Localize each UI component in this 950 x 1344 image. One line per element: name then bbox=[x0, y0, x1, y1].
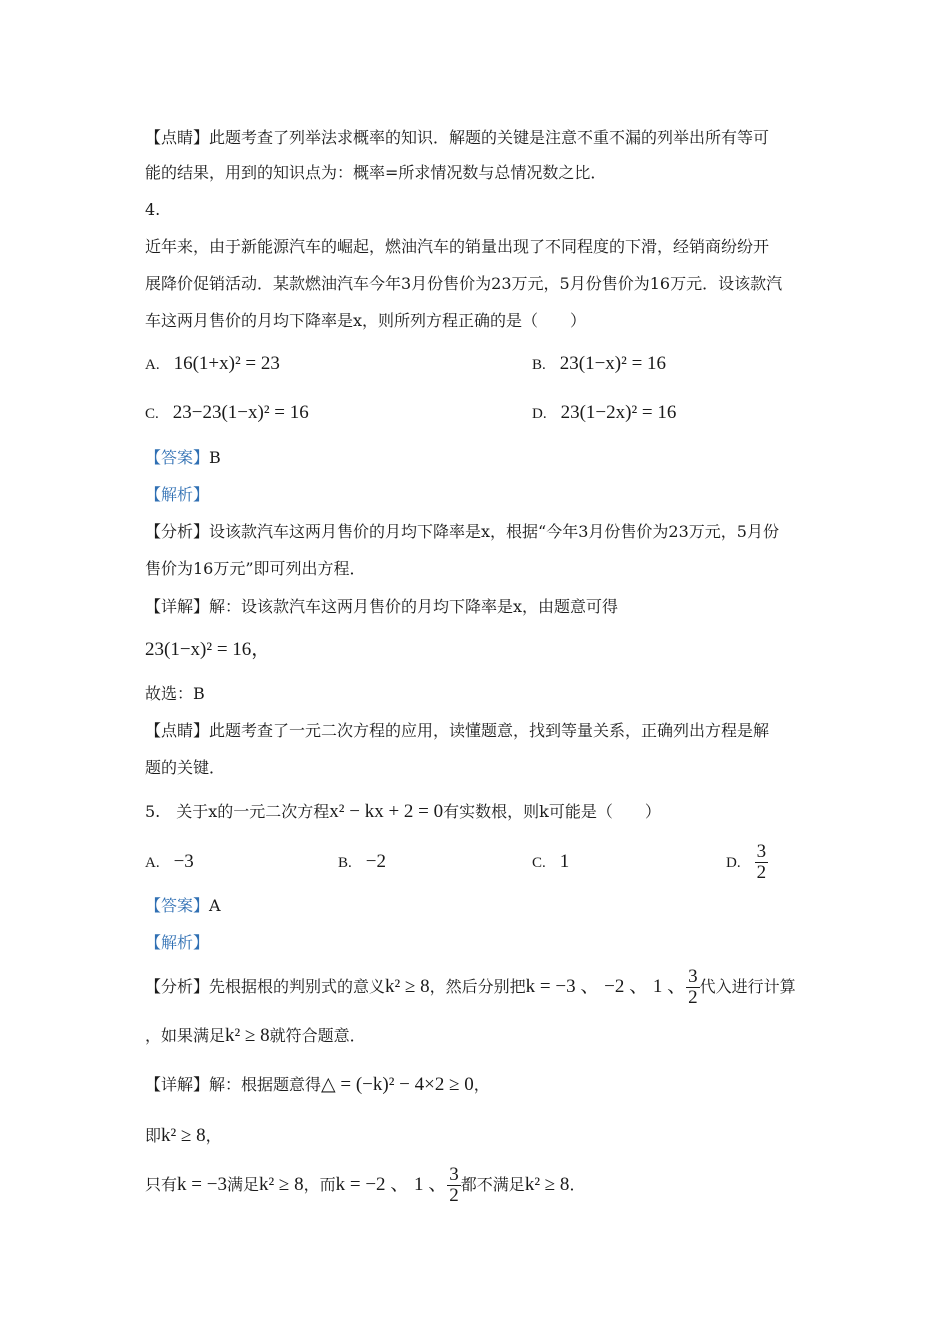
fenxi-text: 代入进行计算 bbox=[699, 977, 796, 996]
q5-xiangjie bbox=[145, 1075, 490, 1095]
q4-answer bbox=[145, 448, 221, 468]
option-value: 1 bbox=[559, 851, 570, 872]
fenxi-formula: k² ≥ 8 bbox=[385, 976, 430, 997]
q4-option-b bbox=[532, 354, 666, 375]
option-letter: C. bbox=[145, 406, 159, 422]
option-formula: 23(1−2x)² = 16 bbox=[560, 402, 677, 423]
fenxi-formula: k = −3 、 −2 、 1 、 bbox=[525, 976, 687, 997]
answer-value: A bbox=[209, 896, 221, 915]
ji-text: 即 bbox=[145, 1126, 162, 1145]
fraction-denominator: 2 bbox=[449, 1185, 459, 1206]
dianjing-tag: 【点睛】 bbox=[145, 721, 210, 740]
conclusion-fraction bbox=[447, 1165, 461, 1206]
xiangjie-formula: △ = (−k)² − 4×2 ≥ 0 bbox=[321, 1074, 474, 1095]
conclusion-text: ，而 bbox=[303, 1175, 336, 1194]
q4-dianjing-1 bbox=[145, 721, 769, 741]
q4-option-d bbox=[532, 403, 676, 424]
equation-formula: 23(1−x)² = 16， bbox=[145, 639, 271, 660]
option-value: −2 bbox=[365, 851, 386, 872]
q4-stem-2: 展降价促销活动．某款燃油汽车今年3月份售价为23万元，5月份售价为16万元．设该款汽 bbox=[145, 274, 783, 293]
fenxi-tag: 【分析】 bbox=[145, 522, 210, 541]
option-letter: A. bbox=[145, 855, 160, 871]
q4-analysis-tag bbox=[145, 485, 209, 505]
dianjing-line-1 bbox=[145, 128, 769, 148]
answer-tag: 【答案】 bbox=[145, 448, 210, 467]
option-formula: 23−23(1−x)² = 16 bbox=[172, 402, 309, 423]
dianjing-text: 此题考查了列举法求概率的知识．解题的关键是注意不重不漏的列举出所有等可 bbox=[209, 128, 770, 147]
fraction-numerator: 3 bbox=[688, 966, 698, 987]
conclusion-text: ． bbox=[569, 1175, 586, 1194]
fraction-numerator: 3 bbox=[449, 1164, 459, 1185]
dianjing-tag: 【点睛】 bbox=[145, 128, 210, 147]
q5-stem-equation: x² − kx + 2 = 0 bbox=[329, 801, 444, 822]
conclusion-text: 只有 bbox=[145, 1175, 178, 1194]
q4-option-a bbox=[145, 354, 280, 375]
xiangjie-text: 解：设该款汽车这两月售价的月均下降率是x，由题意可得 bbox=[209, 597, 619, 616]
fraction-numerator: 3 bbox=[756, 841, 767, 862]
answer-tag: 【答案】 bbox=[145, 896, 210, 915]
q4-option-c bbox=[145, 403, 309, 424]
fraction-denominator: 2 bbox=[756, 862, 767, 883]
option-formula: 16(1+x)² = 23 bbox=[173, 353, 280, 374]
fenxi-text: 就符合题意． bbox=[269, 1026, 366, 1045]
q5-fenxi-1 bbox=[145, 966, 796, 1008]
q4-xiangjie bbox=[145, 597, 618, 617]
option-letter: D. bbox=[726, 855, 741, 871]
conclusion-formula: k = −3 bbox=[177, 1174, 227, 1195]
conclusion-text: 满足 bbox=[226, 1175, 259, 1194]
option-fraction bbox=[755, 842, 769, 883]
option-letter: C. bbox=[532, 855, 546, 871]
fenxi-formula: k² ≥ 8 bbox=[225, 1025, 270, 1046]
option-letter: D. bbox=[532, 406, 547, 422]
fenxi-fraction bbox=[686, 967, 700, 1008]
fenxi-text: ，然后分别把 bbox=[429, 977, 526, 996]
q5-stem-pre: 5. 关于x的一元二次方程 bbox=[145, 802, 330, 821]
q4-choose: 故选：B bbox=[145, 684, 205, 703]
xiangjie-tag: 【详解】 bbox=[145, 1075, 210, 1094]
q4-number: 4. bbox=[145, 200, 161, 219]
conclusion-formula: k² ≥ 8 bbox=[258, 1174, 304, 1195]
q5-answer bbox=[145, 896, 221, 916]
fenxi-text: 先根据根的判别式的意义 bbox=[209, 977, 386, 996]
fenxi-text: ，如果满足 bbox=[145, 1026, 226, 1045]
q4-fenxi-1 bbox=[145, 522, 779, 542]
q5-analysis-tag bbox=[145, 933, 209, 953]
q5-ji bbox=[145, 1126, 222, 1146]
xiangjie-text: 解：根据题意得 bbox=[209, 1075, 322, 1094]
q5-option-d bbox=[726, 841, 768, 884]
option-letter: A. bbox=[145, 357, 160, 373]
xiangjie-tag: 【详解】 bbox=[145, 597, 210, 616]
q4-fenxi-2: 售价为16万元”即可列出方程． bbox=[145, 559, 366, 578]
xiangjie-text: ， bbox=[473, 1075, 490, 1094]
dianjing-line-2: 能的结果，用到的知识点为：概率=所求情况数与总情况数之比． bbox=[145, 163, 607, 182]
option-formula: 23(1−x)² = 16 bbox=[559, 353, 667, 374]
analysis-tag: 【解析】 bbox=[145, 933, 210, 952]
q4-stem-1: 近年来，由于新能源汽车的崛起，燃油汽车的销量出现了不同程度的下滑，经销商纷纷开 bbox=[145, 237, 770, 256]
dianjing-text: 此题考查了一元二次方程的应用，读懂题意，找到等量关系，正确列出方程是解 bbox=[209, 721, 770, 740]
conclusion-formula: k = −2 、 1 、 bbox=[335, 1174, 448, 1195]
q4-stem-3: 车这两月售价的月均下降率是x，则所列方程正确的是（ ） bbox=[145, 311, 587, 330]
q5-conclusion bbox=[145, 1164, 585, 1206]
fenxi-tag: 【分析】 bbox=[145, 977, 210, 996]
q5-stem-post: 有实数根，则k可能是（ ） bbox=[443, 802, 661, 821]
fenxi-text: 设该款汽车这两月售价的月均下降率是x，根据“今年3月份售价为23万元，5月份 bbox=[209, 522, 779, 541]
fraction-denominator: 2 bbox=[688, 987, 698, 1008]
conclusion-formula: k² ≥ 8 bbox=[524, 1174, 570, 1195]
analysis-tag: 【解析】 bbox=[145, 485, 210, 504]
q5-option-b bbox=[338, 852, 386, 873]
answer-value: B bbox=[209, 448, 221, 467]
q5-option-c bbox=[532, 852, 569, 873]
q5-stem bbox=[145, 802, 661, 822]
option-value: −3 bbox=[173, 851, 194, 872]
q5-option-a bbox=[145, 852, 194, 873]
q5-fenxi-2 bbox=[145, 1026, 366, 1046]
q4-dianjing-2: 题的关键． bbox=[145, 758, 226, 777]
option-letter: B. bbox=[532, 357, 546, 373]
ji-text: ， bbox=[205, 1126, 222, 1145]
q4-equation bbox=[145, 640, 270, 660]
conclusion-text: 都不满足 bbox=[460, 1175, 525, 1194]
ji-formula: k² ≥ 8 bbox=[161, 1125, 206, 1146]
option-letter: B. bbox=[338, 855, 352, 871]
